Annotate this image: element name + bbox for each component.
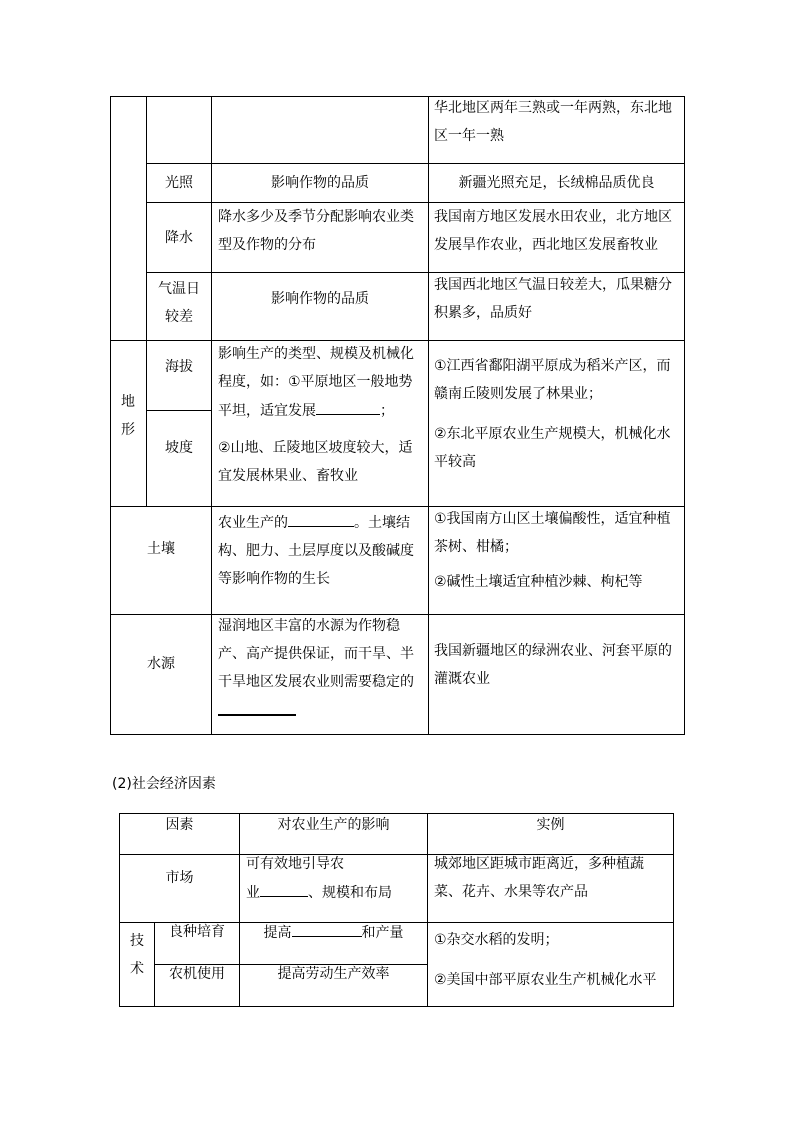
- fill-blank[interactable]: [292, 918, 362, 937]
- factor-label-soil: 土壤: [147, 541, 175, 557]
- example-cell-terrain-2: ②东北平原农业生产规模大，机械化水平较高: [434, 426, 671, 470]
- header-example: 实例: [536, 817, 565, 833]
- example-cell: 华北地区两年三熟或一年两熟，东北地区一年一熟: [434, 100, 672, 144]
- effect-cell-terrain-2: ②山地、丘陵地区坡度较大，适宜发展林果业、畜牧业: [218, 440, 413, 484]
- factor-label-tech-1: 技: [130, 933, 144, 949]
- example-cell: 新疆光照充足，长绒棉品质优良: [458, 175, 655, 191]
- example-cell-terrain-1: ①江西省鄱阳湖平原成为稻米产区，而赣南丘陵则发展了林果业；: [434, 358, 671, 402]
- factor-label-water: 水源: [147, 656, 175, 672]
- example-cell-tech-2: ②美国中部平原农业生产机械化水平: [434, 972, 657, 988]
- effect-cell: 降水多少及季节分配影响农业类型及作物的分布: [218, 209, 414, 253]
- effect-text: 影响生产的类型、规模及机械化程度，如：①平原地区一般地势平坦，适宜发展: [218, 346, 414, 419]
- factor-label-terrain-2: 形: [121, 422, 135, 438]
- factor-label-tech-2: 术: [130, 961, 144, 977]
- example-cell-tech-1: ①杂交水稻的发明；: [434, 932, 559, 948]
- effect-text: 农业生产的: [218, 515, 288, 531]
- fill-blank[interactable]: [288, 508, 354, 527]
- example-cell-soil-1: ①我国南方山区土壤偏酸性，适宜种植茶树、柑橘；: [434, 511, 671, 555]
- effect-cell-market: [246, 850, 424, 907]
- example-cell: 我国南方地区发展水田农业，北方地区发展旱作农业，西北地区发展畜牧业: [434, 209, 672, 253]
- effect-text: 业: [246, 885, 260, 901]
- header-effect: 对农业生产的影响: [277, 817, 390, 833]
- effect-text: 湿润地区丰富的水源为作物稳产、高产提供保证，而干旱、半干旱地区发展农业则需要稳定的: [218, 618, 414, 690]
- sub-factor-machinery: 农机使用: [169, 966, 225, 982]
- effect-text: 、规模和布局: [308, 885, 392, 901]
- sub-factor-breeding: 良种培育: [169, 924, 225, 940]
- factor-label-terrain-1: 地: [121, 394, 135, 410]
- sub-factor-label: 降水: [165, 230, 193, 246]
- header-factor: 因素: [165, 817, 194, 833]
- effect-cell-soil: [218, 508, 424, 593]
- effect-cell-terrain: [218, 340, 424, 425]
- effect-cell: 影响作物的品质: [271, 291, 369, 307]
- example-cell-water: 我国新疆地区的绿洲农业、河套平原的灌溉农业: [434, 643, 672, 687]
- section-title: (2)社会经济因素: [112, 776, 216, 792]
- effect-text: 可有效地引导农: [246, 856, 344, 872]
- example-cell-market: 城郊地区距城市距离近，多种植蔬菜、花卉、水果等农产品: [434, 856, 644, 900]
- effect-cell-water: [218, 612, 424, 726]
- factor-label-market: 市场: [165, 870, 194, 886]
- effect-text: 和产量: [361, 925, 404, 941]
- example-cell: 我国西北地区气温日较差大，瓜果糖分积累多，品质好: [434, 277, 672, 321]
- effect-cell-breeding: [240, 918, 427, 947]
- effect-text: 。土壤结构、肥力、土层厚度以及酸碱度等影响作物的生长: [218, 515, 414, 587]
- effect-cell-machinery: 提高劳动生产效率: [277, 966, 390, 982]
- fill-blank[interactable]: [218, 696, 296, 716]
- sub-factor-slope: 坡度: [165, 440, 193, 456]
- sub-factor-label: 气温日较差: [158, 281, 200, 325]
- effect-text-end: ；: [380, 403, 394, 419]
- sub-factor-label: 光照: [165, 175, 193, 191]
- fill-blank[interactable]: [316, 396, 380, 415]
- fill-blank[interactable]: [260, 878, 308, 897]
- example-cell-soil-2: ②碱性土壤适宜种植沙棘、枸杞等: [434, 574, 643, 590]
- effect-cell: 影响作物的品质: [271, 175, 369, 191]
- sub-factor-altitude: 海拔: [165, 359, 193, 375]
- effect-text: 提高: [263, 925, 292, 941]
